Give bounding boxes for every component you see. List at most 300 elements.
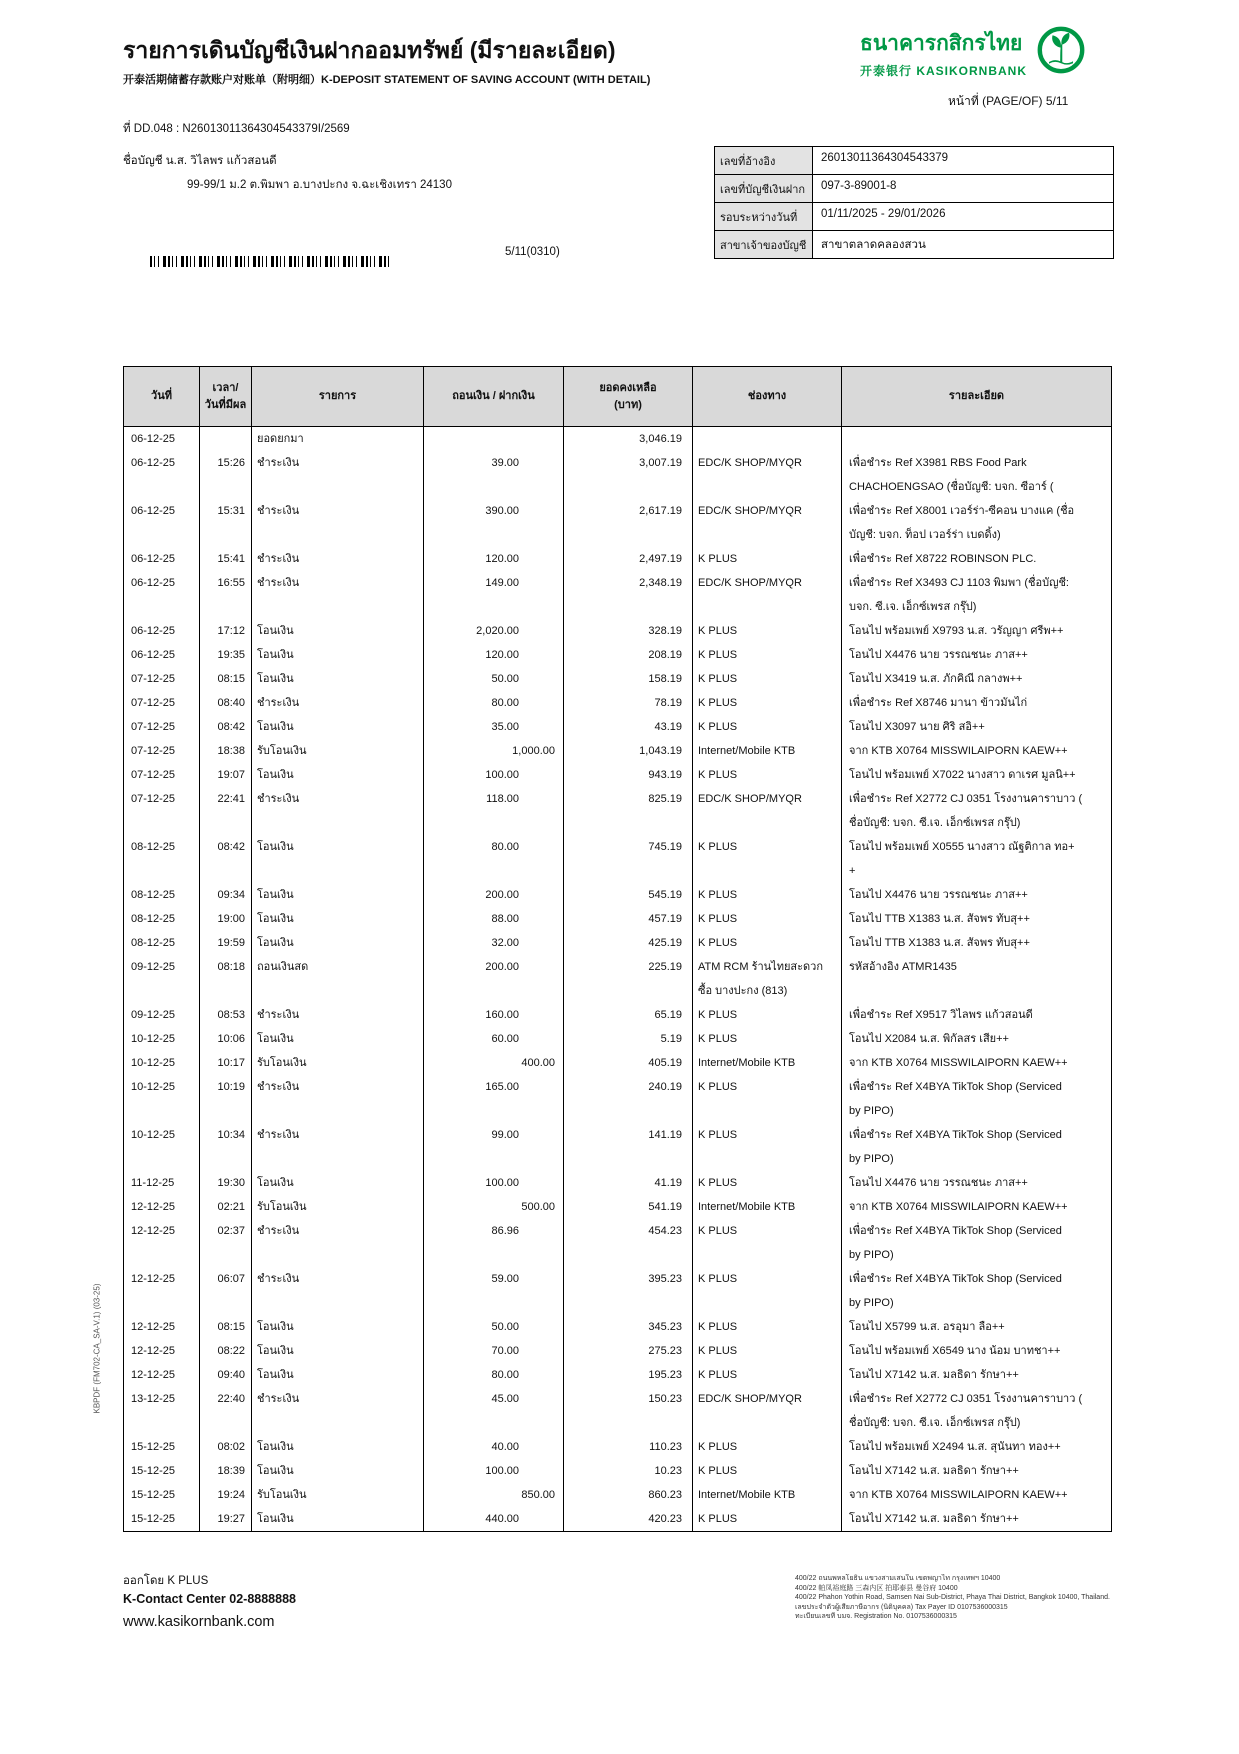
cell-channel <box>693 571 842 619</box>
detail-line: โอนไป พร้อมเพย์ X0555 นางสาว ณัฐติกาล ทอ+ <box>849 841 1075 853</box>
cell-date: 15-12-25 <box>124 1459 200 1483</box>
cell-detail <box>842 1507 1111 1531</box>
account-name: ชื่อบัญชี น.ส. วิไลพร แก้วสอนดี <box>123 155 277 167</box>
detail-line: รหัสอ้างอิง ATMR1435 <box>849 961 957 973</box>
table-row <box>124 1387 1111 1435</box>
channel-line: K PLUS <box>698 1441 738 1453</box>
cell-balance: 158.19 <box>564 667 693 691</box>
cell-balance: 150.23 <box>564 1387 693 1435</box>
cell-date: 06-12-25 <box>124 571 200 619</box>
cell-amount <box>424 427 564 451</box>
cell-description: โอนเงิน <box>252 619 424 643</box>
cell-date: 06-12-25 <box>124 619 200 643</box>
cell-date: 11-12-25 <box>124 1171 200 1195</box>
cell-amount: 500.00 <box>424 1195 564 1219</box>
cell-amount: 80.00 <box>424 835 564 883</box>
cell-time: 08:42 <box>200 715 252 739</box>
cell-description: โอนเงิน <box>252 907 424 931</box>
cell-description: โอนเงิน <box>252 715 424 739</box>
cell-balance: 860.23 <box>564 1483 693 1507</box>
cell-balance: 240.19 <box>564 1075 693 1123</box>
detail-line: จาก KTB X0764 MISSWILAIPORN KAEW++ <box>849 745 1068 757</box>
cell-time <box>200 427 252 451</box>
cell-channel <box>693 787 842 835</box>
cell-time: 08:40 <box>200 691 252 715</box>
cell-description: ชำระเงิน <box>252 1387 424 1435</box>
detail-line: เพื่อชำระ Ref X4BYA TikTok Shop (Serviced <box>849 1129 1062 1141</box>
cell-time: 18:38 <box>200 739 252 763</box>
table-row <box>124 1123 1111 1171</box>
cell-description: รับโอนเงิน <box>252 1195 424 1219</box>
table-row <box>124 883 1111 907</box>
table-row <box>124 1459 1111 1483</box>
cell-time: 15:31 <box>200 499 252 547</box>
cell-detail <box>842 667 1111 691</box>
cell-description: ชำระเงิน <box>252 1123 424 1171</box>
channel-line: K PLUS <box>698 1009 738 1021</box>
cell-time: 19:07 <box>200 763 252 787</box>
cell-description: ชำระเงิน <box>252 499 424 547</box>
cell-channel <box>693 1123 842 1171</box>
channel-line: K PLUS <box>698 913 738 925</box>
cell-description: โอนเงิน <box>252 883 424 907</box>
cell-detail <box>842 955 1111 1003</box>
cell-balance: 5.19 <box>564 1027 693 1051</box>
cell-balance: 208.19 <box>564 643 693 667</box>
detail-line: โอนไป พร้อมเพย์ X2494 น.ส. สุนันทา ทอง++ <box>849 1441 1061 1453</box>
detail-line: โอนไป พร้อมเพย์ X9793 น.ส. วรัญญา ศรีพ++ <box>849 625 1064 637</box>
cell-channel <box>693 835 842 883</box>
detail-line: โอนไป X4476 นาย วรรณชนะ ภาส++ <box>849 1177 1028 1189</box>
table-row <box>124 619 1111 643</box>
cell-time: 15:26 <box>200 451 252 499</box>
table-row <box>124 907 1111 931</box>
table-row <box>124 451 1111 499</box>
cell-channel <box>693 1195 842 1219</box>
statement-body <box>124 427 1111 1531</box>
cell-time: 22:41 <box>200 787 252 835</box>
info-value: สาขาตลาดคลองสวน <box>821 239 926 251</box>
cell-amount: 120.00 <box>424 643 564 667</box>
cell-date: 15-12-25 <box>124 1435 200 1459</box>
document-number: ที่ DD.048 : N26013011364304543379I/2569 <box>123 123 350 135</box>
channel-line: EDC/K SHOP/MYQR <box>698 793 802 805</box>
fine-print-line: 400/22 帕凤裕庭路 三森内区 拍耶泰县 曼谷府 10400 <box>795 1584 958 1592</box>
cell-detail <box>842 835 1111 883</box>
detail-line: เพื่อชำระ Ref X8722 ROBINSON PLC. <box>849 553 1037 565</box>
cell-balance: 328.19 <box>564 619 693 643</box>
channel-line: K PLUS <box>698 649 738 661</box>
cell-amount: 850.00 <box>424 1483 564 1507</box>
cell-description: ชำระเงิน <box>252 451 424 499</box>
cell-balance: 825.19 <box>564 787 693 835</box>
cell-balance: 41.19 <box>564 1171 693 1195</box>
cell-detail <box>842 1003 1111 1027</box>
cell-time: 19:00 <box>200 907 252 931</box>
cell-detail <box>842 1363 1111 1387</box>
channel-line: K PLUS <box>698 1033 738 1045</box>
contact-center: K-Contact Center 02-8888888 <box>123 1592 296 1606</box>
channel-line: K PLUS <box>698 697 738 709</box>
cell-channel <box>693 1267 842 1315</box>
cell-amount: 45.00 <box>424 1387 564 1435</box>
cell-date: 07-12-25 <box>124 787 200 835</box>
cell-balance: 141.19 <box>564 1123 693 1171</box>
cell-date: 08-12-25 <box>124 931 200 955</box>
cell-detail <box>842 1267 1111 1315</box>
cell-balance: 454.23 <box>564 1219 693 1267</box>
cell-description: รับโอนเงิน <box>252 1483 424 1507</box>
cell-time: 06:07 <box>200 1267 252 1315</box>
cell-date: 06-12-25 <box>124 499 200 547</box>
cell-balance: 541.19 <box>564 1195 693 1219</box>
info-label: เลขที่บัญชีเงินฝาก <box>715 175 813 202</box>
channel-line: K PLUS <box>698 937 738 949</box>
channel-line: K PLUS <box>698 1129 738 1141</box>
cell-balance: 3,007.19 <box>564 451 693 499</box>
cell-channel <box>693 715 842 739</box>
detail-line: บัญชี: บจก. ท็อป เวอร์ร่า เบดดิ้ง) <box>849 529 1001 541</box>
cell-channel <box>693 1459 842 1483</box>
info-value: 01/11/2025 - 29/01/2026 <box>821 208 946 220</box>
cell-date: 06-12-25 <box>124 427 200 451</box>
cell-time: 16:55 <box>200 571 252 619</box>
cell-detail <box>842 883 1111 907</box>
cell-amount: 60.00 <box>424 1027 564 1051</box>
cell-channel <box>693 955 842 1003</box>
cell-channel <box>693 1027 842 1051</box>
detail-line: + <box>849 865 856 877</box>
table-row <box>124 1363 1111 1387</box>
fine-print-line: ทะเบียนเลขที่ บมจ. Registration No. 0107536000315 <box>795 1613 957 1620</box>
cell-description: โอนเงิน <box>252 1315 424 1339</box>
table-row <box>124 1483 1111 1507</box>
barcode <box>150 256 390 267</box>
cell-date: 12-12-25 <box>124 1363 200 1387</box>
cell-channel <box>693 1315 842 1339</box>
channel-line: K PLUS <box>698 1081 738 1093</box>
cell-description: โอนเงิน <box>252 643 424 667</box>
cell-date: 06-12-25 <box>124 643 200 667</box>
cell-amount: 50.00 <box>424 667 564 691</box>
cell-time: 08:22 <box>200 1339 252 1363</box>
cell-balance: 195.23 <box>564 1363 693 1387</box>
info-label: สาขาเจ้าของบัญชี <box>715 231 813 258</box>
cell-balance: 2,348.19 <box>564 571 693 619</box>
cell-description: รับโอนเงิน <box>252 739 424 763</box>
table-row <box>124 1339 1111 1363</box>
cell-time: 08:18 <box>200 955 252 1003</box>
cell-detail <box>842 1195 1111 1219</box>
cell-channel <box>693 499 842 547</box>
cell-balance: 395.23 <box>564 1267 693 1315</box>
header-channel: ช่องทาง <box>693 367 842 427</box>
detail-line: CHACHOENGSAO (ชื่อบัญชี: บจก. ซีอาร์ ( <box>849 481 1054 493</box>
cell-description: โอนเงิน <box>252 1459 424 1483</box>
detail-line: by PIPO) <box>849 1249 894 1261</box>
cell-amount: 100.00 <box>424 1459 564 1483</box>
statement-table <box>123 366 1112 1532</box>
cell-amount: 70.00 <box>424 1339 564 1363</box>
cell-detail <box>842 931 1111 955</box>
detail-line: จาก KTB X0764 MISSWILAIPORN KAEW++ <box>849 1201 1068 1213</box>
cell-date: 12-12-25 <box>124 1339 200 1363</box>
cell-description: โอนเงิน <box>252 667 424 691</box>
channel-line: K PLUS <box>698 1465 738 1477</box>
detail-line: เพื่อชำระ Ref X4BYA TikTok Shop (Serviced <box>849 1273 1062 1285</box>
cell-description: ยอดยกมา <box>252 427 424 451</box>
channel-line: K PLUS <box>698 769 738 781</box>
cell-time: 10:19 <box>200 1075 252 1123</box>
detail-line: จาก KTB X0764 MISSWILAIPORN KAEW++ <box>849 1489 1068 1501</box>
cell-channel <box>693 691 842 715</box>
cell-date: 09-12-25 <box>124 955 200 1003</box>
cell-description: โอนเงิน <box>252 835 424 883</box>
cell-description: ถอนเงินสด <box>252 955 424 1003</box>
cell-detail <box>842 427 1111 451</box>
info-label: เลขที่อ้างอิง <box>715 147 813 174</box>
cell-amount: 99.00 <box>424 1123 564 1171</box>
cell-balance: 43.19 <box>564 715 693 739</box>
channel-line: K PLUS <box>698 1345 738 1357</box>
channel-line: K PLUS <box>698 1273 738 1285</box>
cell-balance: 2,497.19 <box>564 547 693 571</box>
page-subtitle: 开泰活期储蓄存款账户对账单（附明细）K-DEPOSIT STATEMENT OF SAVING ACCOUNT (WITH DETAIL) <box>123 74 651 86</box>
header-date: วันที่ <box>124 367 200 427</box>
cell-detail <box>842 547 1111 571</box>
cell-amount: 149.00 <box>424 571 564 619</box>
table-row <box>124 931 1111 955</box>
cell-time: 10:06 <box>200 1027 252 1051</box>
cell-amount: 2,020.00 <box>424 619 564 643</box>
cell-description: โอนเงิน <box>252 1363 424 1387</box>
bank-name-english: 开泰银行 KASIKORNBANK <box>860 63 1028 78</box>
cell-channel <box>693 907 842 931</box>
table-row <box>124 1195 1111 1219</box>
fine-print-line: เลขประจำตัวผู้เสียภาษีอากร (นิติบุคคล) Tax Payer ID 0107536000315 <box>795 1603 1008 1611</box>
cell-channel <box>693 1387 842 1435</box>
cell-detail <box>842 1051 1111 1075</box>
cell-channel <box>693 883 842 907</box>
channel-line: K PLUS <box>698 625 738 637</box>
channel-line: K PLUS <box>698 1513 738 1525</box>
cell-description: ชำระเงิน <box>252 547 424 571</box>
detail-line: โอนไป พร้อมเพย์ X7022 นางสาว ดาเรศ มูลนิ++ <box>849 769 1076 781</box>
cell-channel <box>693 739 842 763</box>
cell-amount: 39.00 <box>424 451 564 499</box>
header-balance: ยอดคงเหลือ (บาท) <box>564 367 693 427</box>
cell-balance: 225.19 <box>564 955 693 1003</box>
channel-line: EDC/K SHOP/MYQR <box>698 577 802 589</box>
cell-detail <box>842 907 1111 931</box>
bank-address-fine-print <box>795 1574 1135 1622</box>
cell-balance: 545.19 <box>564 883 693 907</box>
account-address: 99-99/1 ม.2 ต.พิมพา อ.บางปะกง จ.ฉะเชิงเทรา 24130 <box>187 179 452 191</box>
info-row <box>715 231 1113 258</box>
detail-line: เพื่อชำระ Ref X2772 CJ 0351 โรงงานคาราบาว ( <box>849 793 1083 805</box>
cell-balance: 745.19 <box>564 835 693 883</box>
cell-description: ชำระเงิน <box>252 571 424 619</box>
info-value: 097-3-89001-8 <box>821 180 897 192</box>
bank-website: www.kasikornbank.com <box>123 1614 275 1630</box>
cell-description: โอนเงิน <box>252 931 424 955</box>
cell-date: 12-12-25 <box>124 1219 200 1267</box>
cell-amount: 440.00 <box>424 1507 564 1531</box>
table-row <box>124 1003 1111 1027</box>
table-row <box>124 1027 1111 1051</box>
table-row <box>124 763 1111 787</box>
cell-amount: 200.00 <box>424 955 564 1003</box>
table-row <box>124 835 1111 883</box>
kasikornbank-logo-icon <box>1037 26 1085 79</box>
cell-amount: 59.00 <box>424 1267 564 1315</box>
cell-detail <box>842 619 1111 643</box>
fine-print-line: 400/22 ถนนพหลโยธิน แขวงสามเสนใน เขตพญาไท กรุงเทพฯ 10400 <box>795 1575 1001 1582</box>
cell-time: 08:53 <box>200 1003 252 1027</box>
table-row <box>124 1219 1111 1267</box>
cell-description: โอนเงิน <box>252 1435 424 1459</box>
channel-line: K PLUS <box>698 841 738 853</box>
channel-line: Internet/Mobile KTB <box>698 1201 796 1213</box>
cell-date: 12-12-25 <box>124 1315 200 1339</box>
table-row <box>124 739 1111 763</box>
cell-description: ชำระเงิน <box>252 1219 424 1267</box>
cell-description: ชำระเงิน <box>252 1267 424 1315</box>
form-code-side-text: KBPDF (FM702-CA_SA-V.1) (03-25) <box>92 1283 102 1414</box>
cell-detail <box>842 691 1111 715</box>
channel-line: Internet/Mobile KTB <box>698 1057 796 1069</box>
detail-line: โอนไป X2084 น.ส. พิกัลสร เสีย++ <box>849 1033 1009 1045</box>
table-row <box>124 787 1111 835</box>
cell-date: 15-12-25 <box>124 1507 200 1531</box>
cell-description: โอนเงิน <box>252 1507 424 1531</box>
header-amount: ถอนเงิน / ฝากเงิน <box>424 367 564 427</box>
channel-line: K PLUS <box>698 721 738 733</box>
cell-date: 06-12-25 <box>124 547 200 571</box>
cell-amount: 100.00 <box>424 763 564 787</box>
detail-line: โอนไป X7142 น.ส. มลธิดา รักษา++ <box>849 1513 1019 1525</box>
detail-line: บจก. ซี.เจ. เอ็กซ์เพรส กรุ๊ป) <box>849 601 977 613</box>
channel-line: EDC/K SHOP/MYQR <box>698 505 802 517</box>
cell-channel <box>693 1171 842 1195</box>
cell-detail <box>842 1219 1111 1267</box>
cell-time: 02:21 <box>200 1195 252 1219</box>
cell-description: ชำระเงิน <box>252 1075 424 1123</box>
cell-amount: 390.00 <box>424 499 564 547</box>
channel-line: K PLUS <box>698 1177 738 1189</box>
table-row <box>124 1075 1111 1123</box>
cell-detail <box>842 1483 1111 1507</box>
cell-balance: 345.23 <box>564 1315 693 1339</box>
cell-time: 19:24 <box>200 1483 252 1507</box>
cell-amount: 200.00 <box>424 883 564 907</box>
cell-amount: 118.00 <box>424 787 564 835</box>
cell-amount: 35.00 <box>424 715 564 739</box>
detail-line: เพื่อชำระ Ref X8001 เวอร์ร่า-ซีคอน บางแค (ชื่อ <box>849 505 1075 517</box>
issued-by: ออกโดย K PLUS <box>123 1575 209 1587</box>
cell-date: 13-12-25 <box>124 1387 200 1435</box>
cell-date: 10-12-25 <box>124 1123 200 1171</box>
table-row <box>124 571 1111 619</box>
cell-channel <box>693 427 842 451</box>
header-description: รายการ <box>252 367 424 427</box>
cell-date: 10-12-25 <box>124 1027 200 1051</box>
cell-amount: 88.00 <box>424 907 564 931</box>
cell-detail <box>842 451 1111 499</box>
cell-channel <box>693 1363 842 1387</box>
cell-time: 09:34 <box>200 883 252 907</box>
cell-time: 19:35 <box>200 643 252 667</box>
header-time: เวลา/ วันที่มีผล <box>200 367 252 427</box>
statement-table-header <box>124 367 1111 427</box>
detail-line: เพื่อชำระ Ref X3981 RBS Food Park <box>849 457 1027 469</box>
channel-line: K PLUS <box>698 889 738 901</box>
cell-detail <box>842 1123 1111 1171</box>
cell-detail <box>842 1315 1111 1339</box>
table-row <box>124 667 1111 691</box>
cell-balance: 943.19 <box>564 763 693 787</box>
cell-amount: 100.00 <box>424 1171 564 1195</box>
cell-date: 09-12-25 <box>124 1003 200 1027</box>
cell-time: 09:40 <box>200 1363 252 1387</box>
cell-date: 07-12-25 <box>124 763 200 787</box>
cell-channel <box>693 667 842 691</box>
cell-balance: 420.23 <box>564 1507 693 1531</box>
cell-time: 22:40 <box>200 1387 252 1435</box>
cell-balance: 405.19 <box>564 1051 693 1075</box>
detail-line: โอนไป X4476 นาย วรรณชนะ ภาส++ <box>849 889 1028 901</box>
cell-date: 15-12-25 <box>124 1483 200 1507</box>
cell-balance: 78.19 <box>564 691 693 715</box>
cell-detail <box>842 1075 1111 1123</box>
cell-channel <box>693 451 842 499</box>
cell-description: ชำระเงิน <box>252 691 424 715</box>
detail-line: by PIPO) <box>849 1105 894 1117</box>
cell-channel <box>693 763 842 787</box>
cell-description: โอนเงิน <box>252 763 424 787</box>
cell-amount: 80.00 <box>424 1363 564 1387</box>
channel-line: EDC/K SHOP/MYQR <box>698 1393 802 1405</box>
cell-time: 15:41 <box>200 547 252 571</box>
cell-date: 07-12-25 <box>124 691 200 715</box>
table-row <box>124 427 1111 451</box>
info-label: รอบระหว่างวันที่ <box>715 203 813 230</box>
cell-time: 08:15 <box>200 667 252 691</box>
cell-detail <box>842 1459 1111 1483</box>
cell-balance: 110.23 <box>564 1435 693 1459</box>
cell-detail <box>842 1387 1111 1435</box>
table-row <box>124 1507 1111 1531</box>
cell-date: 10-12-25 <box>124 1075 200 1123</box>
cell-amount: 40.00 <box>424 1435 564 1459</box>
cell-amount: 1,000.00 <box>424 739 564 763</box>
cell-date: 06-12-25 <box>124 451 200 499</box>
table-row <box>124 1315 1111 1339</box>
table-row <box>124 547 1111 571</box>
detail-line: โอนไป X7142 น.ส. มลธิดา รักษา++ <box>849 1369 1019 1381</box>
cell-description: โอนเงิน <box>252 1171 424 1195</box>
cell-amount: 400.00 <box>424 1051 564 1075</box>
cell-time: 08:02 <box>200 1435 252 1459</box>
cell-date: 08-12-25 <box>124 835 200 883</box>
channel-line: K PLUS <box>698 553 738 565</box>
cell-detail <box>842 739 1111 763</box>
table-row <box>124 1051 1111 1075</box>
detail-line: by PIPO) <box>849 1153 894 1165</box>
cell-description: ชำระเงิน <box>252 1003 424 1027</box>
cell-description: รับโอนเงิน <box>252 1051 424 1075</box>
detail-line: เพื่อชำระ Ref X8746 มานา ข้าวมันไก่ <box>849 697 1028 709</box>
